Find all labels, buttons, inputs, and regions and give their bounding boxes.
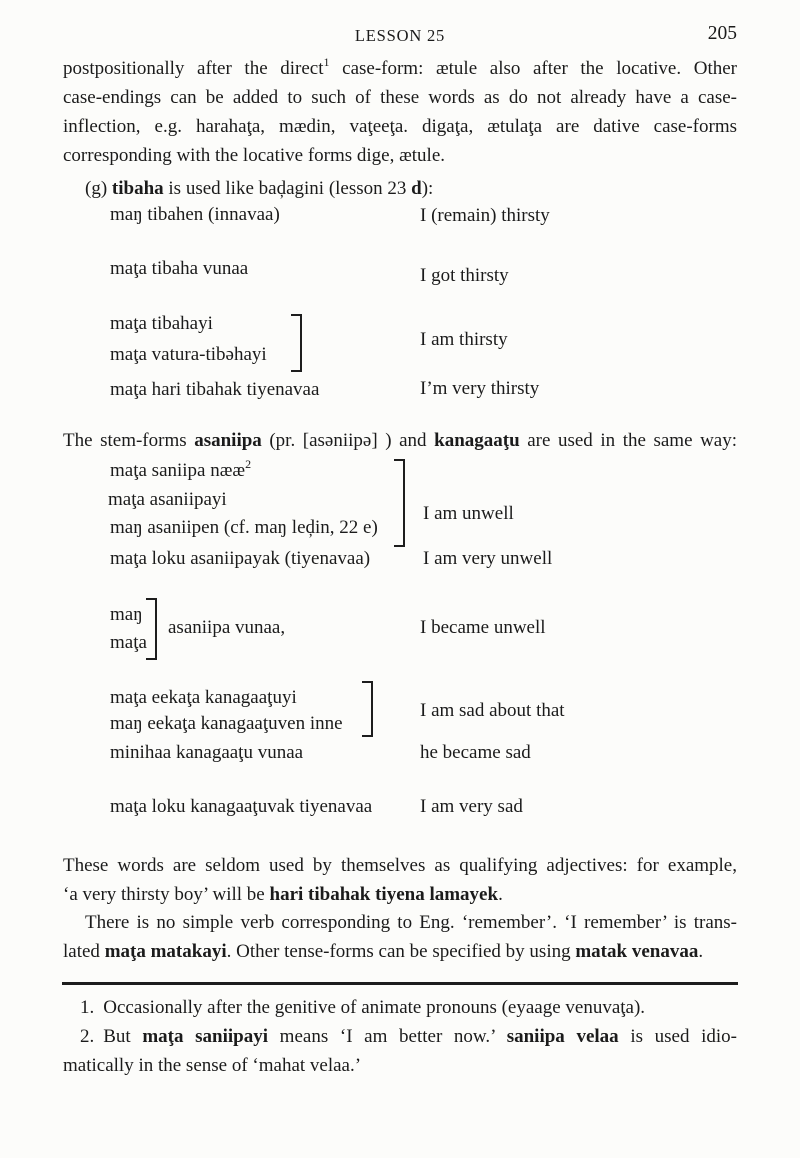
closing-para1-line2 [63, 884, 503, 906]
footnote-2-term-saniipa-velaa: saniipa velaa [506, 1026, 619, 1047]
sinhala-phrase-tibaha-vunaa: maţa tibaha vunaa [110, 258, 249, 279]
grouping-bracket-sad [362, 681, 373, 737]
sinhala-phrase-kanagaatuyi: maţa eekaţa kanagaaţuyi [110, 687, 297, 708]
closing-para2-line2-pre: lated [63, 941, 105, 962]
sinhala-phrase-tibahen: maŋ tibahen (innavaa) [110, 204, 280, 225]
sinhala-phrase-asaniipen: maŋ asaniipen (cf. maŋ leḑin, 22 e) [110, 517, 378, 538]
closing-example-bold: hari tibahak tiyena lamayek [269, 884, 499, 905]
footnote-2-post: is used idio- [618, 1026, 737, 1047]
english-gloss-remain-thirsty: I (remain) thirsty [420, 205, 550, 226]
stem-post: are used in the same way: [519, 430, 738, 451]
sinhala-phrase-asaniipa-vunaa: asaniipa vunaa, [168, 617, 286, 638]
english-gloss-sad-about-that: I am sad about that [420, 700, 565, 721]
footnote-1-text: Occasionally after the genitive of animate pronouns (eyaage venuvaţa). [103, 997, 646, 1018]
footnote-1 [80, 997, 645, 1019]
english-gloss-am-thirsty: I am thirsty [420, 329, 508, 350]
sinhala-phrase-vatura-tibahayi: maţa vatura-tibəhayi [110, 344, 267, 365]
sinhala-phrase-kanagaatuven: maŋ eekaţa kanagaaţuven inne [110, 713, 343, 734]
footnote-2-line2: matically in the sense of ‘mahat velaa.’ [63, 1055, 362, 1076]
section-g-ref: d [411, 178, 422, 199]
footnote-ref-2: 2 [245, 456, 252, 471]
closing-para1-line1: These words are seldom used by themselves as qualifying adjectives: for example, [63, 855, 737, 876]
english-gloss-am-unwell: I am unwell [423, 503, 514, 524]
english-gloss-became-unwell: I became unwell [420, 617, 546, 638]
stem-pre: The stem-forms [63, 430, 195, 451]
footnote-2-line1 [80, 1026, 737, 1048]
intro-line-1-rest: case-form: ætule also after the locative. Other [329, 58, 737, 79]
intro-line-4: corresponding with the locative forms dige, ætule. [63, 145, 446, 166]
closing-para2-line2-mid: . Other tense-forms can be specified by using [226, 941, 576, 962]
closing-term-matakayi: maţa matakayi [104, 941, 227, 962]
closing-para2-line2 [63, 941, 703, 963]
stem-mid: (pr. [asəniipə] ) and [261, 430, 435, 451]
grouping-bracket-unwell [394, 459, 405, 547]
page-number: 205 [707, 23, 737, 44]
grouping-bracket-thirsty [291, 314, 302, 372]
section-g-pre: (g) [85, 178, 112, 199]
section-g-term: tibaha [111, 178, 164, 199]
page-title: LESSON 25 [354, 26, 446, 45]
english-gloss-very-unwell: I am very unwell [423, 548, 553, 569]
footnote-ref-1: 1 [323, 54, 330, 69]
sinhala-phrase-saniipa-naeae [110, 456, 252, 482]
section-g-mid: is used like baḑagini (lesson 23 [163, 178, 412, 199]
footnote-rule [62, 982, 738, 985]
sinhala-phrase-hari-tibahak: maţa hari tibahak tiyenavaa [110, 379, 320, 400]
sinhala-pronoun-man: maŋ [110, 604, 143, 625]
closing-para2-line2-post: . [698, 941, 704, 962]
english-gloss-very-thirsty: I’m very thirsty [420, 378, 540, 399]
english-gloss-got-thirsty: I got thirsty [420, 265, 509, 286]
footnote-2-pre: But [103, 1026, 143, 1047]
sinhala-pronoun-mata: maţa [110, 632, 147, 653]
footnote-2-number: 2. [80, 1026, 95, 1047]
intro-line-2: case-endings can be added to such of these words as do not already have a case- [63, 87, 737, 108]
grouping-bracket-pronouns [146, 598, 157, 660]
closing-para1-line2-pre: ‘a very thirsty boy’ will be [63, 884, 270, 905]
section-g-heading [85, 178, 433, 200]
english-gloss-he-became-sad: he became sad [420, 742, 531, 763]
stem-term-asaniipa: asaniipa [194, 430, 262, 451]
intro-line-1 [63, 54, 737, 80]
footnote-1-number: 1. [80, 997, 95, 1018]
stem-forms-line [63, 430, 737, 452]
intro-line-1-text: postpositionally after the direct [63, 58, 324, 79]
intro-line-3: inflection, e.g. harahaţa, mædin, vaţeeţa. digaţa, ætulaţa are dative case-forms [63, 116, 737, 137]
closing-term-matak-venavaa: matak venavaa [575, 941, 699, 962]
sinhala-phrase-tibahayi: maţa tibahayi [110, 313, 213, 334]
english-gloss-very-sad: I am very sad [420, 796, 523, 817]
footnote-2-term-saniipayi: maţa saniipayi [142, 1026, 269, 1047]
sinhala-phrase-asaniipayi: maţa asaniipayi [108, 489, 227, 510]
stem-term-kanagaatu: kanagaaţu [434, 430, 520, 451]
section-g-post: ): [421, 178, 434, 199]
closing-para2-line1: There is no simple verb corresponding to Eng. ‘remember’. ‘I remember’ is trans- [85, 912, 737, 933]
closing-para1-line2-post: . [498, 884, 503, 905]
sinhala-phrase-loku-kanagaatuvak: maţa loku kanagaaţuvak tiyenavaa [110, 796, 373, 817]
sinhala-phrase-minihaa: minihaa kanagaaţu vunaa [110, 742, 304, 763]
sinhala-phrase-loku-asaniipayak: maţa loku asaniipayak (tiyenavaa) [110, 548, 371, 569]
sinhala-phrase-saniipa-naeae-text: maţa saniipa nææ [110, 460, 246, 481]
footnote-2-mid: means ‘I am better now.’ [268, 1026, 507, 1047]
